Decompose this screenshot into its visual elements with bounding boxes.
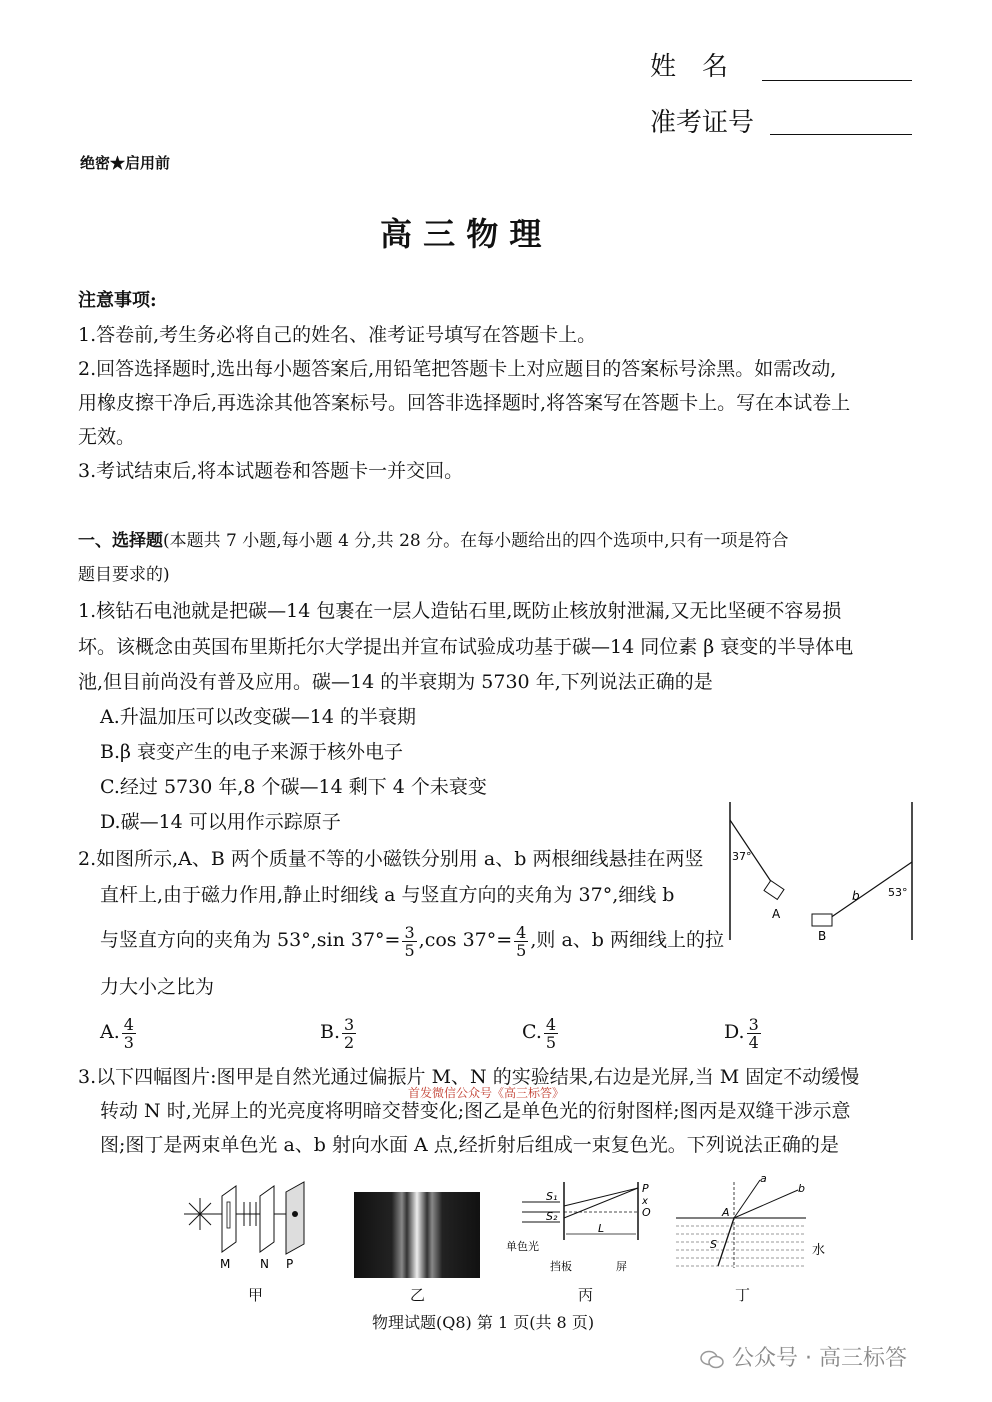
q2-text-pre: 与竖直方向的夹角为 53°,sin 37°= xyxy=(100,929,401,951)
label-s: S xyxy=(710,1238,717,1251)
notice-item: 3.考试结束后,将本试题卷和答题卡一并交回。 xyxy=(78,460,464,482)
q1-option-a: A.升温加压可以改变碳—14 的半衰期 xyxy=(100,706,416,728)
option-num: 4 xyxy=(123,1014,134,1034)
label-l: L xyxy=(598,1222,605,1235)
name-label: 姓 名 xyxy=(650,52,729,82)
water-body xyxy=(676,1218,806,1266)
option-fraction xyxy=(122,1016,136,1051)
q2-text: 直杆上,由于磁力作用,静止时细线 a 与竖直方向的夹角为 37°,细线 b xyxy=(100,884,675,906)
notice-heading: 注意事项: xyxy=(78,290,157,311)
q1-text: 池,但目前尚没有普及应用。碳—14 的半衰期为 5730 年,下列说法正确的是 xyxy=(78,671,713,693)
magnet-a-label: A xyxy=(772,907,781,921)
fig-bing xyxy=(506,1178,666,1278)
sin-fraction xyxy=(402,924,416,959)
label-screen: 屏 xyxy=(616,1260,627,1273)
option-den: 2 xyxy=(344,1032,355,1052)
q1-option-b: B.β 衰变产生的电子来源于核外电子 xyxy=(100,741,404,763)
label-x: x xyxy=(642,1196,648,1207)
q3-text: 3.以下四幅图片:图甲是自然光通过偏振片 M、N 的实验结果,右边是光屏,当 M 固定不动缓慢 xyxy=(78,1066,860,1088)
q2-text-post: ,则 a、b 两细线上的拉 xyxy=(530,929,724,951)
section-heading-bold: 一、选择题 xyxy=(78,531,163,551)
section-heading xyxy=(78,528,789,554)
label-s1: S₁ xyxy=(546,1190,558,1203)
cos-fraction xyxy=(514,924,528,959)
label-o: O xyxy=(642,1206,651,1219)
diffraction-pattern xyxy=(354,1192,480,1278)
light-spot xyxy=(292,1211,298,1217)
natural-light-icon xyxy=(184,1198,216,1230)
secret-mark: 绝密★启用前 xyxy=(80,154,171,172)
q1-option-d: D.碳—14 可以用作示踪原子 xyxy=(100,811,341,833)
id-label: 准考证号 xyxy=(650,108,755,138)
page-title: 高 三 物 理 xyxy=(380,215,542,253)
q2-option-a xyxy=(100,1012,138,1052)
angle-b-label: 53° xyxy=(888,886,908,899)
option-den: 4 xyxy=(748,1032,759,1052)
page-footer: 物理试题(Q8) 第 1 页(共 8 页) xyxy=(372,1313,595,1332)
magnet-a xyxy=(764,881,784,900)
label-p: P xyxy=(286,1257,294,1271)
option-den: 5 xyxy=(545,1032,557,1052)
brand-watermark: 公众号 · 高三标答 xyxy=(732,1346,907,1371)
q2-text: 力大小之比为 xyxy=(100,976,215,998)
caption-bing: 丙 xyxy=(578,1286,594,1304)
screen-p xyxy=(286,1182,304,1254)
sin-den: 5 xyxy=(404,940,415,960)
option-num: 4 xyxy=(545,1014,557,1034)
label-a: a xyxy=(760,1172,767,1185)
id-blank xyxy=(770,134,912,135)
q2-text: 2.如图所示,A、B 两个质量不等的小磁铁分别用 a、b 两根细线悬挂在两竖 xyxy=(78,848,704,870)
q2-text xyxy=(100,920,724,960)
option-fraction xyxy=(342,1016,356,1051)
q3-text: 转动 N 时,光屏上的光亮度将明暗交替变化;图乙是单色光的衍射图样;图丙是双缝干涉示意 xyxy=(100,1100,851,1122)
angle-a-label: 37° xyxy=(732,850,752,863)
q1-text: 坏。该概念由英国布里斯托尔大学提出并宣布试验成功基于碳—14 同位素 β 衰变的半导体电 xyxy=(78,636,854,658)
cos-num: 4 xyxy=(516,922,527,942)
label-a-point: A xyxy=(722,1206,730,1219)
option-fraction xyxy=(747,1016,761,1051)
label-mono: 单色光 xyxy=(506,1240,539,1253)
polarizer-n xyxy=(260,1186,274,1252)
slit-m xyxy=(227,1202,230,1228)
fig-yi xyxy=(354,1192,480,1278)
magnet-b xyxy=(812,914,832,926)
cos-den: 5 xyxy=(516,940,527,960)
fig-ding xyxy=(674,1172,834,1278)
option-num: 3 xyxy=(344,1014,355,1034)
label-water: 水 xyxy=(812,1243,826,1258)
label-m: M xyxy=(220,1257,231,1271)
section-heading-rest: (本题共 7 小题,每小题 4 分,共 28 分。在每小题给出的四个选项中,只有一项是符合 xyxy=(163,531,789,551)
option-label: C. xyxy=(522,1021,542,1043)
label-baffle: 挡板 xyxy=(550,1260,572,1273)
label-b: b xyxy=(798,1182,805,1195)
name-blank xyxy=(762,80,912,81)
option-label: B. xyxy=(320,1021,341,1043)
wechat-icon xyxy=(700,1350,724,1370)
q3-watermark: 首发微信公众号《高三标答》 xyxy=(408,1086,565,1100)
notice-item: 用橡皮擦干净后,再选涂其他答案标号。回答非选择题时,将答案写在答题卡上。写在本试卷上 xyxy=(78,392,851,414)
section-heading-line2: 题目要求的) xyxy=(78,565,170,585)
label-p: P xyxy=(642,1182,649,1195)
fig-jia xyxy=(182,1178,312,1278)
caption-ding: 丁 xyxy=(735,1286,751,1304)
option-label: D. xyxy=(724,1021,745,1043)
q1-option-c: C.经过 5730 年,8 个碳—14 剩下 4 个未衰变 xyxy=(100,776,487,798)
notice-item: 1.答卷前,考生务必将自己的姓名、准考证号填写在答题卡上。 xyxy=(78,324,597,346)
option-num: 3 xyxy=(748,1014,759,1034)
caption-jia: 甲 xyxy=(248,1286,264,1304)
magnet-b-label: B xyxy=(818,929,827,943)
q3-text: 图;图丁是两束单色光 a、b 射向水面 A 点,经折射后组成一束复色光。下列说法正确的是 xyxy=(100,1134,839,1156)
q2-figure xyxy=(722,800,922,950)
label-n: N xyxy=(260,1257,269,1271)
q1-text: 1.核钻石电池就是把碳—14 包裹在一层人造钻石里,既防止核放射泄漏,又无比坚硬不容易损 xyxy=(78,600,842,622)
caption-yi: 乙 xyxy=(410,1286,426,1304)
option-label: A. xyxy=(100,1021,120,1043)
notice-item: 无效。 xyxy=(78,426,136,448)
q2-option-b xyxy=(320,1012,358,1052)
q2-option-c xyxy=(522,1012,560,1052)
sin-num: 3 xyxy=(404,922,415,942)
q2-option-d xyxy=(724,1012,763,1052)
notice-item: 2.回答选择题时,选出每小题答案后,用铅笔把答题卡上对应题目的答案标号涂黑。如需改动, xyxy=(78,358,837,380)
q2-text-mid: ,cos 37°= xyxy=(418,929,513,951)
string-b-label: b xyxy=(852,889,860,903)
label-s2: S₂ xyxy=(546,1210,558,1223)
option-fraction xyxy=(544,1016,558,1051)
option-den: 3 xyxy=(123,1032,134,1052)
